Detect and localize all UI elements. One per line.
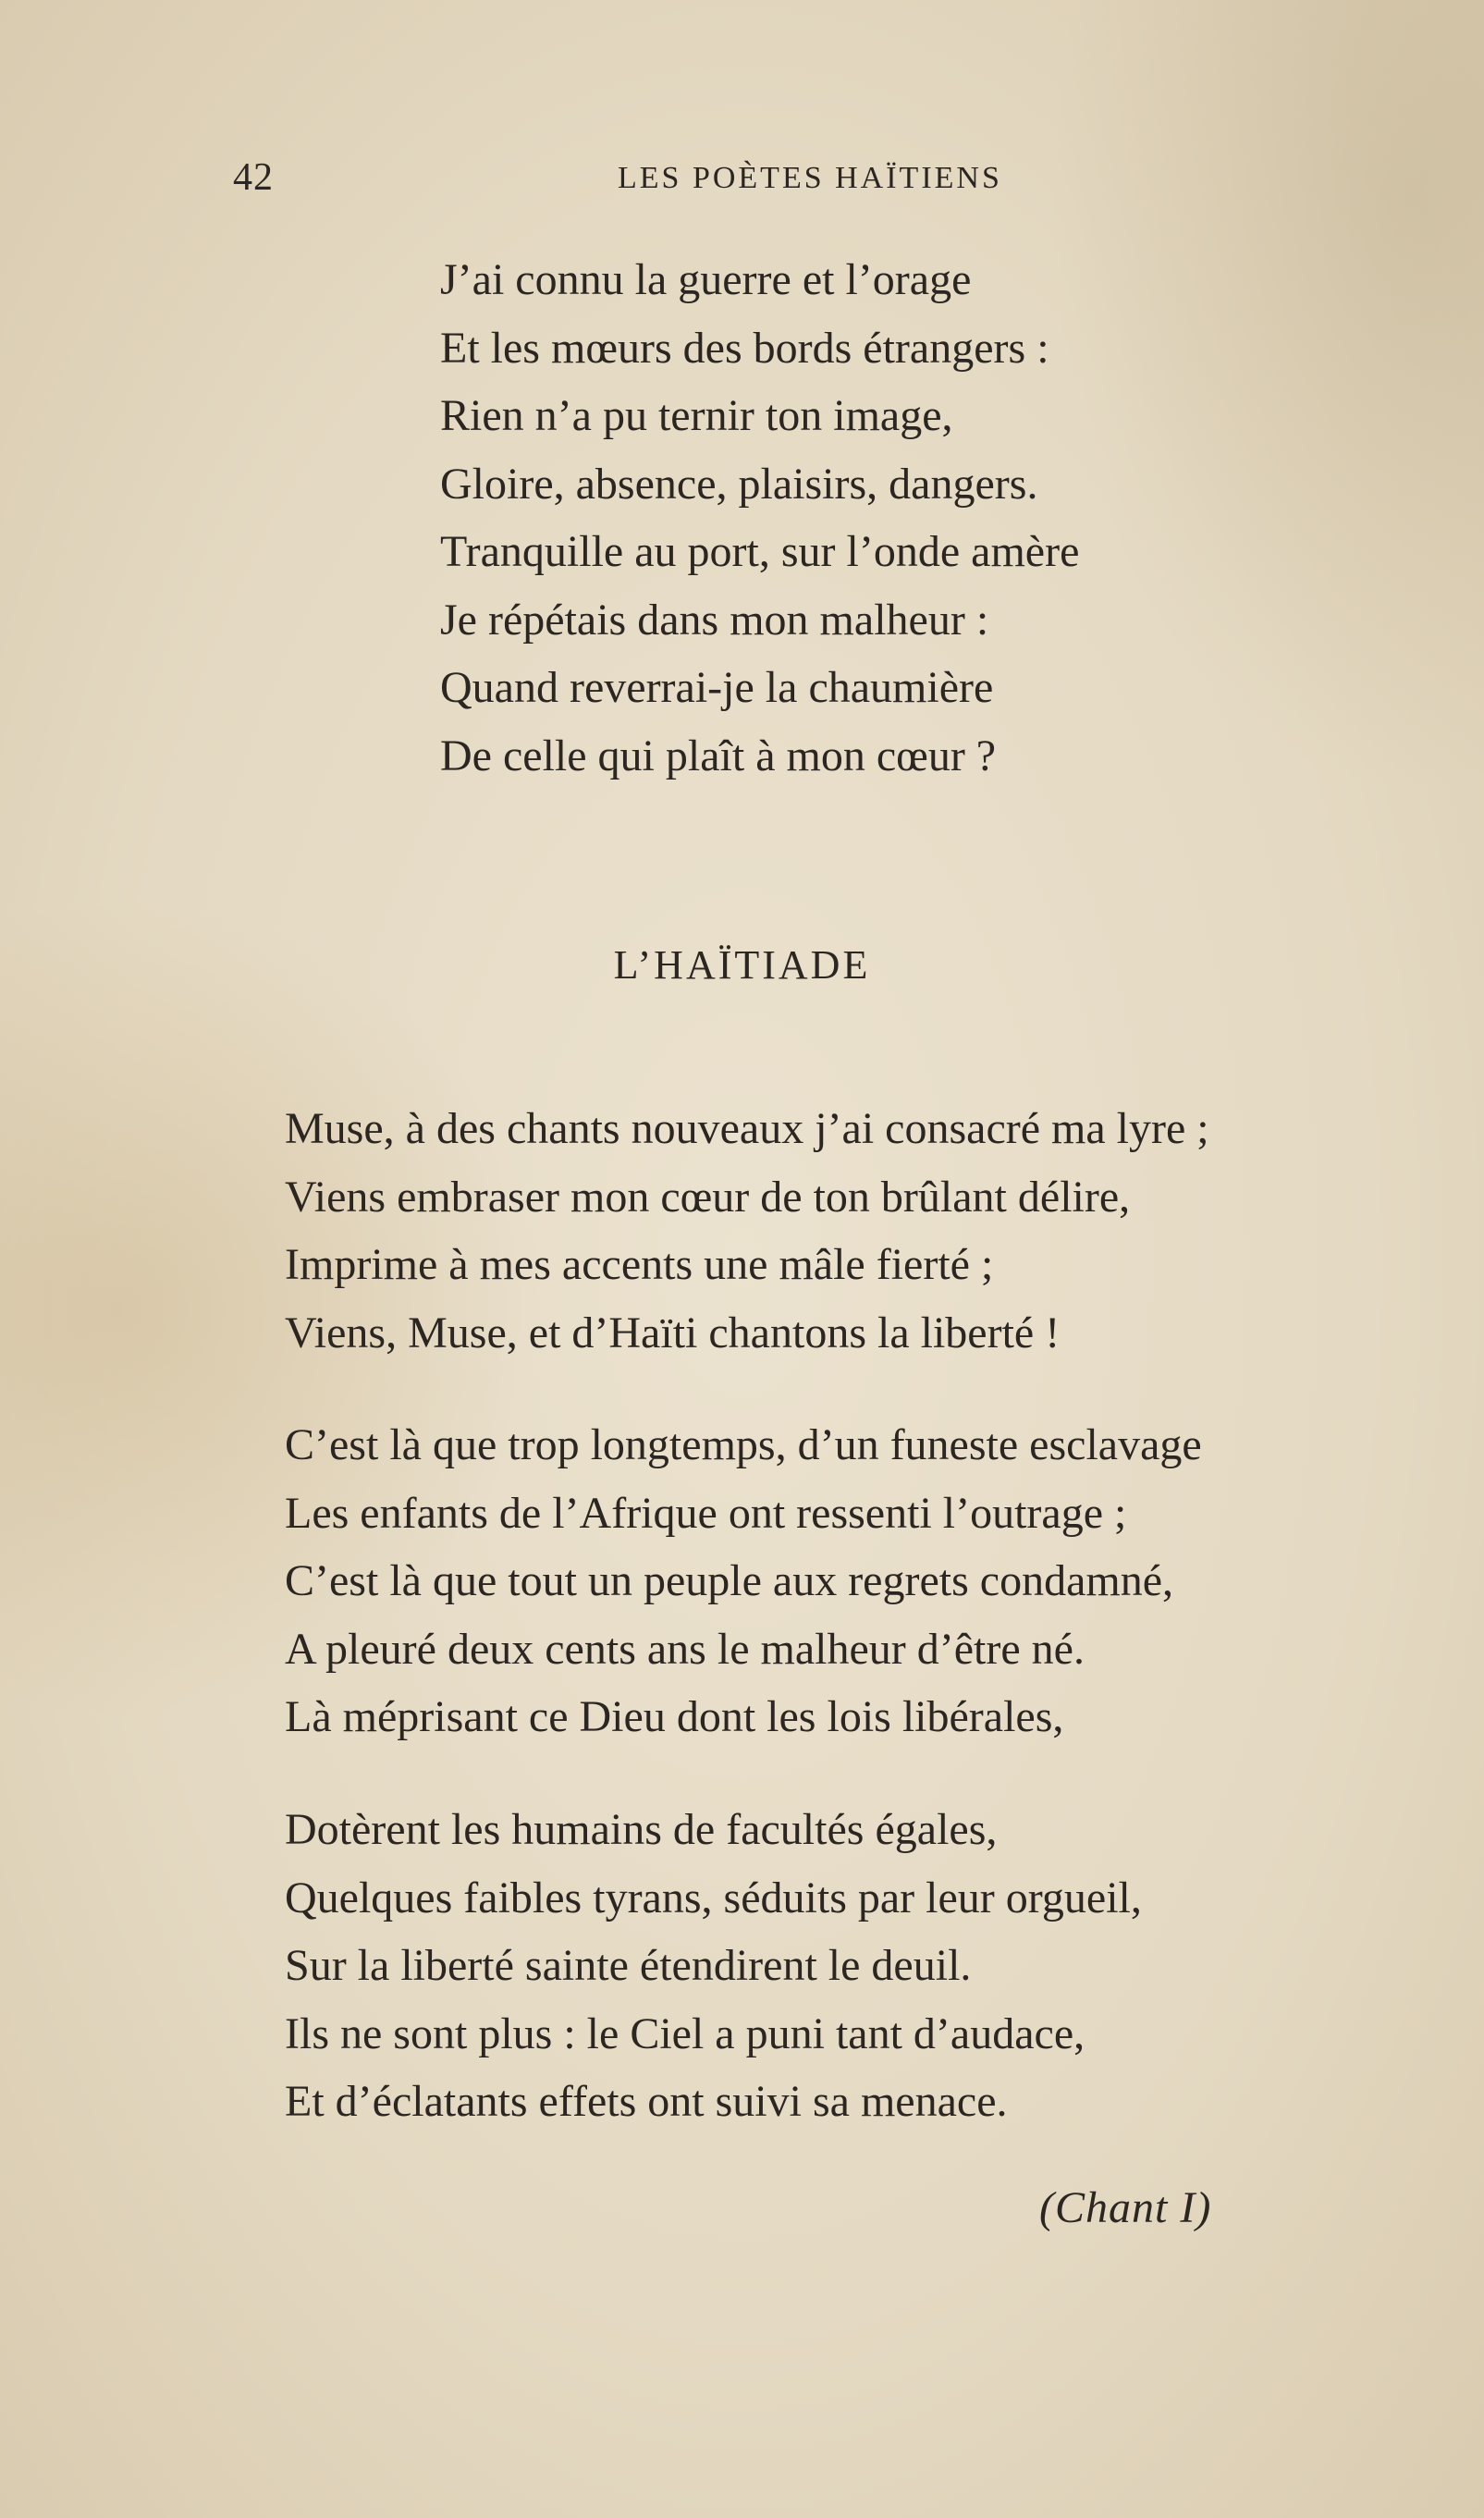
verse-line: Viens, Muse, et d’Haïti chantons la liberté !: [285, 1308, 1061, 1357]
stanza-4: [285, 1796, 1142, 2136]
verse-line: Et les mœurs des bords étrangers :: [440, 323, 1049, 373]
verse-line: C’est là que trop longtemps, d’un funeste esclavage: [285, 1420, 1202, 1469]
verse-line: Rien n’a pu ternir ton image,: [440, 391, 953, 440]
verse-line: Ils ne sont plus : le Ciel a puni tant d’audace,: [285, 2008, 1085, 2058]
stanza-1: [440, 246, 1079, 790]
page-number: 42: [233, 156, 274, 199]
verse-line: Quand reverrai-je la chaumière: [440, 663, 994, 712]
stanza-2: [285, 1095, 1209, 1367]
verse-line: Dotèrent les humains de facultés égales,: [285, 1805, 998, 1854]
verse-line: De celle qui plaît à mon cœur ?: [440, 731, 997, 780]
verse-line: Muse, à des chants nouveaux j’ai consacré ma lyre ;: [285, 1104, 1209, 1153]
running-title: LES POÈTES HAÏTIENS: [618, 161, 1002, 195]
canto-attribution: (Chant I): [1039, 2183, 1212, 2232]
verse-line: Imprime à mes accents une mâle fierté ;: [285, 1240, 994, 1289]
poem-title: L’HAÏTIADE: [613, 942, 871, 988]
verse-line: A pleuré deux cents ans le malheur d’être né.: [285, 1624, 1085, 1674]
verse-line: Sur la liberté sainte étendirent le deuil.: [285, 1941, 972, 1990]
page-header: [0, 155, 1484, 211]
stanza-3: [285, 1411, 1202, 1751]
verse-line: C’est là que tout un peuple aux regrets condamné,: [285, 1556, 1174, 1605]
verse-line: J’ai connu la guerre et l’orage: [440, 255, 972, 304]
verse-line: Je répétais dans mon malheur :: [440, 595, 989, 645]
verse-line: Gloire, absence, plaisirs, dangers.: [440, 459, 1038, 509]
verse-line: Viens embraser mon cœur de ton brûlant délire,: [285, 1172, 1131, 1222]
verse-line: Là méprisant ce Dieu dont les lois libérales,: [285, 1692, 1064, 1741]
verse-line: Et d’éclatants effets ont suivi sa menace.: [285, 2077, 1008, 2126]
verse-line: Les enfants de l’Afrique ont ressenti l’outrage ;: [285, 1488, 1127, 1538]
verse-line: Quelques faibles tyrans, séduits par leur orgueil,: [285, 1873, 1142, 1922]
verse-line: Tranquille au port, sur l’onde amère: [440, 527, 1080, 576]
